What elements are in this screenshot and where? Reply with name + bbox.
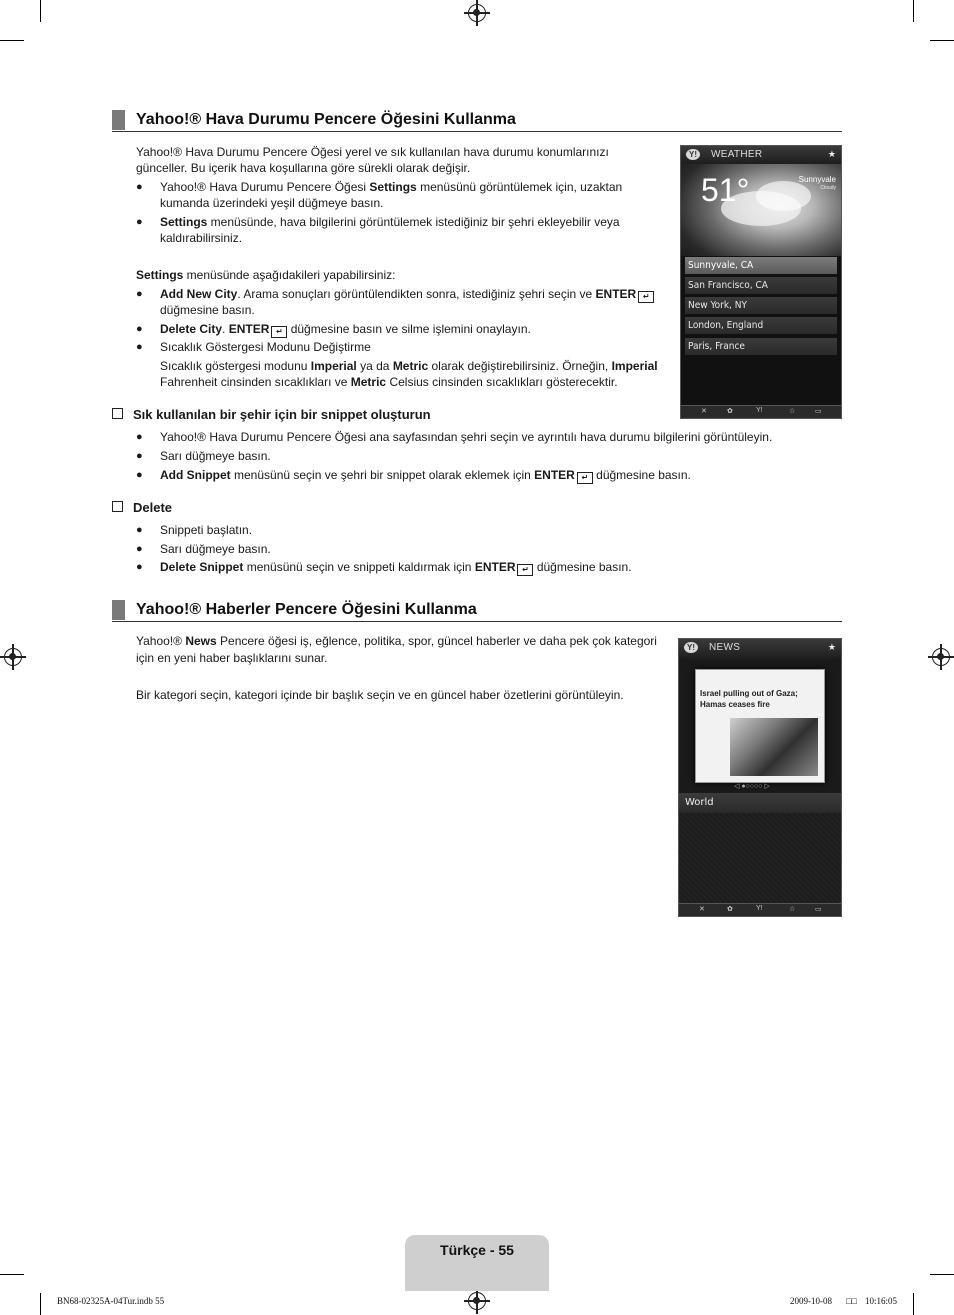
- crop-mark: [0, 1274, 24, 1275]
- news-headline: Israel pulling out of Gaza; Hamas ceases fire: [700, 689, 798, 709]
- widget-header: [679, 639, 841, 659]
- settings-intro: Settings menüsünde aşağıdakileri yapabilirsiniz:: [136, 268, 396, 282]
- news-list-area: [679, 813, 841, 904]
- bullet-icon: ●: [136, 431, 143, 443]
- city-item[interactable]: San Francisco, CA: [685, 277, 837, 294]
- bullet-text: Snippeti başlatın.: [160, 523, 253, 537]
- crop-mark: [40, 0, 41, 22]
- enter-icon: ↵: [271, 326, 287, 338]
- section-header-news: [112, 600, 842, 622]
- page-number: Türkçe - 55: [440, 1242, 514, 1258]
- bullet-text: Fahrenheit cinsinden sıcaklıkları ve Metric Celsius cinsinden sıcaklıkları gösterecektir.: [160, 375, 618, 389]
- checkbox-icon: [112, 501, 123, 512]
- news-card[interactable]: [695, 669, 825, 783]
- widget-footer: [679, 903, 841, 916]
- intro-line: günceller. Bu içerik hava koşullarına göre sürekli olarak değişir.: [136, 161, 471, 175]
- city-item[interactable]: Sunnyvale, CA: [685, 257, 837, 274]
- bullet-text: Yahoo!® Hava Durumu Pencere Öğesi Settings menüsünü görüntülemek için, uzaktan: [160, 180, 623, 194]
- weather-widget-screenshot: [680, 145, 842, 419]
- category-label: World: [685, 797, 714, 808]
- paragraph-line: Bir kategori seçin, kategori içinde bir başlık seçin ve en güncel haber özetlerini görüntüleyin.: [136, 688, 624, 702]
- checkbox-icon: [112, 408, 123, 419]
- star-icon: ★: [827, 149, 836, 159]
- paragraph-line: için en yeni haber başlıklarını sunar.: [136, 651, 328, 665]
- close-icon[interactable]: ✕: [701, 408, 707, 415]
- bullet-text: Delete Snippet menüsünü seçin ve snippeti kaldırmak için ENTER ↵ düğmesine basın.: [160, 560, 632, 574]
- crop-mark: [40, 1293, 41, 1315]
- section-title: Yahoo!® Haberler Pencere Öğesini Kullanma: [136, 601, 477, 618]
- section-bar: [112, 600, 125, 620]
- bullet-icon: ●: [136, 181, 143, 193]
- intro-line: Yahoo!® Hava Durumu Pencere Öğesi yerel ve sık kullanılan hava durumu konumlarınızı: [136, 145, 609, 159]
- close-icon[interactable]: ✕: [699, 906, 705, 913]
- bullet-text: Delete City. ENTER ↵ düğmesine basın ve silme işlemini onaylayın.: [160, 322, 531, 336]
- exit-icon[interactable]: ▭: [815, 906, 822, 913]
- enter-icon: ↵: [638, 291, 654, 303]
- star-icon: ★: [827, 642, 836, 652]
- yahoo-icon[interactable]: Y!: [756, 407, 763, 414]
- bullet-text: Sarı düğmeye basın.: [160, 449, 271, 463]
- widget-title: NEWS: [709, 642, 741, 653]
- city-item[interactable]: Paris, France: [685, 338, 837, 355]
- weather-condition: Cloudy: [820, 185, 836, 191]
- current-location: Sunnyvale: [798, 175, 836, 184]
- enter-icon: ↵: [517, 564, 533, 576]
- city-item[interactable]: New York, NY: [685, 297, 837, 314]
- bullet-icon: ●: [136, 450, 143, 462]
- section-header-weather: [112, 110, 842, 132]
- page-number-tab: [405, 1235, 549, 1291]
- registration-mark-icon: [932, 648, 950, 666]
- registration-mark-icon: [4, 648, 22, 666]
- settings-icon[interactable]: ✿: [727, 906, 733, 913]
- news-photo: [730, 718, 818, 776]
- crop-mark: [930, 40, 954, 41]
- star-icon[interactable]: ☆: [789, 408, 796, 415]
- widget-header: [681, 146, 841, 164]
- bullet-icon: ●: [136, 561, 143, 573]
- enter-icon: ↵: [577, 472, 593, 484]
- registration-mark-icon: [468, 1292, 486, 1310]
- bullet-text: kaldırabilirsiniz.: [160, 231, 243, 245]
- bullet-text: Yahoo!® Hava Durumu Pencere Öğesi ana sayfasından şehri seçin ve ayrıntılı hava durumu bilgilerini görüntüleyin.: [160, 430, 773, 444]
- news-widget-screenshot: [678, 638, 842, 917]
- section-title: Yahoo!® Hava Durumu Pencere Öğesini Kullanma: [136, 111, 516, 128]
- print-glyphs: □□: [846, 1296, 857, 1306]
- bullet-text: Sıcaklık Göstergesi Modunu Değiştirme: [160, 340, 371, 354]
- section-bar: [112, 110, 125, 130]
- subsection-title: Sık kullanılan bir şehir için bir snippet oluşturun: [112, 407, 431, 422]
- crop-mark: [913, 0, 914, 22]
- subsection-title: Delete: [112, 500, 172, 515]
- category-bar[interactable]: [679, 793, 841, 813]
- bullet-icon: ●: [136, 323, 143, 335]
- bullet-icon: ●: [136, 543, 143, 555]
- crop-mark: [0, 40, 24, 41]
- crop-mark: [913, 1293, 914, 1315]
- bullet-icon: ●: [136, 216, 143, 228]
- city-item[interactable]: London, England: [685, 317, 837, 334]
- yahoo-icon[interactable]: Y!: [756, 905, 763, 912]
- yahoo-logo-icon: Y!: [686, 149, 700, 160]
- crop-mark: [930, 1274, 954, 1275]
- bullet-text: düğmesine basın.: [160, 303, 255, 317]
- file-info: BN68-02325A-04Tur.indb 55: [57, 1296, 165, 1306]
- bullet-icon: ●: [136, 524, 143, 536]
- temperature: 51°: [701, 172, 750, 208]
- print-date: 2009-10-08: [790, 1296, 832, 1306]
- bullet-icon: ●: [136, 288, 143, 300]
- bullet-icon: ●: [136, 469, 143, 481]
- yahoo-logo-icon: Y!: [684, 642, 698, 653]
- widget-footer: [681, 405, 841, 418]
- settings-icon[interactable]: ✿: [727, 408, 733, 415]
- exit-icon[interactable]: ▭: [815, 408, 822, 415]
- bullet-text: Add Snippet menüsünü seçin ve şehri bir snippet olarak eklemek için ENTER ↵ düğmesine basın.: [160, 468, 691, 482]
- bullet-text: Sıcaklık göstergesi modunu Imperial ya da Metric olarak değiştirebilirsiniz. Örneğin, Imperial: [160, 359, 658, 373]
- bullet-icon: ●: [136, 341, 143, 353]
- cloud-shape: [756, 181, 811, 211]
- bullet-text: Settings menüsünde, hava bilgilerini görüntülemek istediğiniz bir şehri ekleyebilir veya: [160, 215, 620, 229]
- bullet-text: kumanda üzerindeki yeşil düğmeye basın.: [160, 196, 384, 210]
- bullet-text: Sarı düğmeye basın.: [160, 542, 271, 556]
- paragraph-line: Yahoo!® News Pencere öğesi iş, eğlence, politika, spor, güncel haberler ve daha pek çok kategori: [136, 634, 657, 648]
- bullet-text: Add New City. Arama sonuçları görüntülendikten sonra, istediğiniz şehri seçin ve ENTER ↵: [160, 286, 654, 302]
- widget-title: WEATHER: [711, 149, 763, 160]
- star-icon[interactable]: ☆: [789, 906, 796, 913]
- pagination-dots[interactable]: ◁ ●○○○○ ▷: [734, 783, 770, 790]
- print-time: 10:16:05: [865, 1296, 898, 1306]
- registration-mark-icon: [468, 4, 486, 22]
